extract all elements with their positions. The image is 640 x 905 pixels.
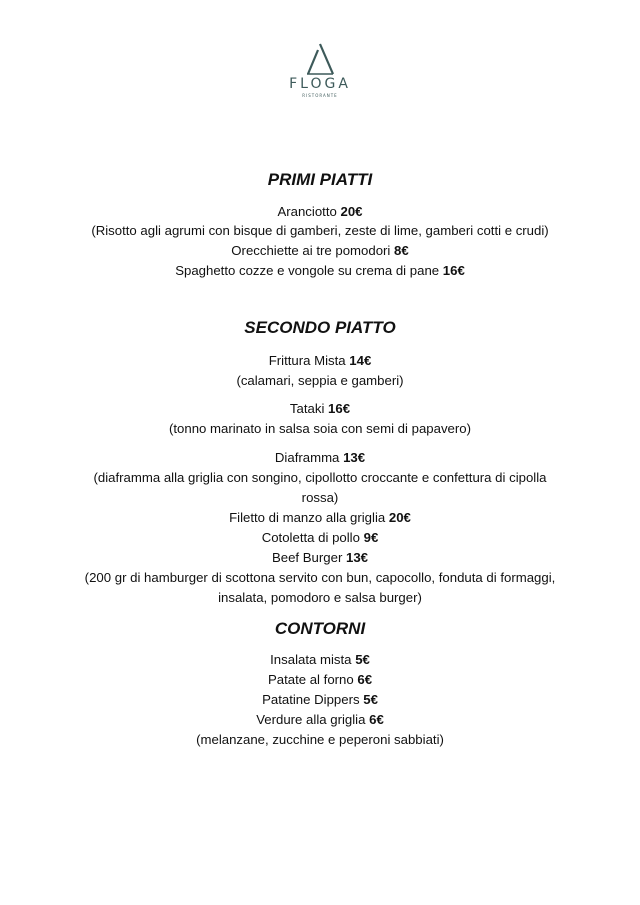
price: 16€ bbox=[328, 401, 351, 416]
menu-item: Beef Burger 13€ bbox=[271, 550, 369, 565]
menu-item: Cotoletta di pollo 9€ bbox=[261, 530, 379, 545]
price: 13€ bbox=[343, 450, 366, 465]
menu-item-description: (200 gr di hamburger di scottona servito con bun, capocollo, fonduta di formaggi, bbox=[84, 570, 556, 585]
section-title-contorni: CONTORNI bbox=[274, 619, 366, 638]
price: 5€ bbox=[355, 652, 370, 667]
section-title-primi: PRIMI PIATTI bbox=[267, 170, 373, 189]
menu-item: Frittura Mista 14€ bbox=[268, 353, 372, 368]
price: 5€ bbox=[363, 692, 378, 707]
price: 6€ bbox=[369, 712, 384, 727]
triangle-logo-icon bbox=[305, 42, 335, 76]
menu-item-description: (diaframma alla griglia con songino, cipollotto croccante e confettura di cipolla bbox=[93, 470, 547, 485]
menu-item: Orecchiette ai tre pomodori 8€ bbox=[231, 243, 409, 258]
menu-item-description: (Risotto agli agrumi con bisque di gamberi, zeste di lime, gamberi cotti e crudi) bbox=[91, 223, 549, 238]
menu-item: Patate al forno 6€ bbox=[267, 672, 373, 687]
menu-item: Filetto di manzo alla griglia 20€ bbox=[229, 510, 411, 525]
logo-subtitle: RISTORANTE bbox=[302, 93, 338, 98]
price: 20€ bbox=[340, 204, 363, 219]
price: 20€ bbox=[388, 510, 411, 525]
section-title-secondo: SECONDO PIATTO bbox=[244, 318, 396, 337]
price: 9€ bbox=[363, 530, 379, 545]
price: 6€ bbox=[357, 672, 373, 687]
price: 14€ bbox=[349, 353, 372, 368]
menu-item: Diaframma 13€ bbox=[274, 450, 366, 465]
menu-item: Verdure alla griglia 6€ bbox=[256, 712, 384, 727]
price: 13€ bbox=[346, 550, 369, 565]
price: 8€ bbox=[394, 243, 409, 258]
menu-item: Insalata mista 5€ bbox=[270, 652, 370, 667]
menu-item: Aranciotto 20€ bbox=[277, 204, 363, 219]
menu-item: Patatine Dippers 5€ bbox=[262, 692, 378, 707]
menu-item: Spaghetto cozze e vongole su crema di pane 16€ bbox=[175, 263, 465, 278]
menu-item-description: (calamari, seppia e gamberi) bbox=[236, 373, 404, 388]
menu-item-description: (melanzane, zucchine e peperoni sabbiati) bbox=[196, 732, 444, 747]
menu-item-description: (tonno marinato in salsa soia con semi di papavero) bbox=[168, 421, 471, 436]
restaurant-logo bbox=[270, 42, 370, 110]
menu-item-description: insalata, pomodoro e salsa burger) bbox=[218, 590, 422, 605]
price: 16€ bbox=[442, 263, 465, 278]
menu-item-description: rossa) bbox=[301, 490, 339, 505]
menu-item: Tataki 16€ bbox=[289, 401, 351, 416]
logo-name: FLOGA bbox=[289, 76, 351, 92]
